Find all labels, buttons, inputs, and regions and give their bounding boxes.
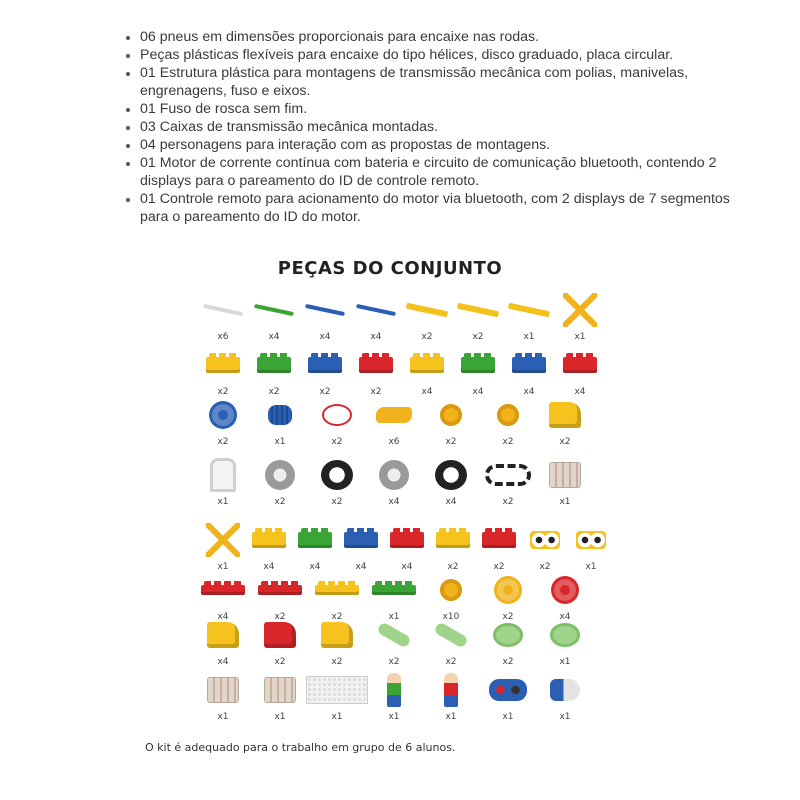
axle-icon [356,304,396,316]
brick-icon [436,532,470,548]
wheel-rim-icon [379,460,409,490]
part-quantity: x2 [331,612,343,622]
part-cell [426,670,476,730]
part-quantity: x4 [355,562,367,572]
part-cell [369,455,419,515]
part-quantity: x1 [559,497,571,507]
brick-icon [257,357,291,373]
part-quantity: x1 [502,712,514,722]
part-cell [255,670,305,730]
part-quantity: x1 [574,332,586,342]
gearbox-icon [549,462,581,488]
slope-brick-icon [207,622,239,648]
part-quantity: x2 [388,657,400,667]
bullet-item: • 01 Controle remoto para acionamento do motor via bluetooth, com 2 displays de 7 segmentos para o pareamento do ID do motor. [140,190,760,226]
figure-icon [387,673,401,707]
parts-row [190,395,610,455]
bullet-list [120,28,760,226]
brick-icon [390,532,424,548]
part-cell [249,290,299,350]
part-cell [300,290,350,350]
part-quantity: x2 [274,497,286,507]
part-quantity: x1 [585,562,597,572]
part-quantity: x2 [539,562,551,572]
parts-poster [150,250,650,750]
part-cell [351,290,401,350]
frame-icon [210,458,236,492]
brick-icon [359,357,393,373]
part-cell [312,395,362,455]
plate-icon [201,585,245,595]
part-quantity: x1 [559,712,571,722]
part-cell [255,455,305,515]
part-cell [540,395,590,455]
gearbox-icon [207,677,239,703]
gear-icon [551,576,579,604]
part-quantity: x2 [445,657,457,667]
brick-icon [252,532,286,548]
part-cell [255,395,305,455]
bullet-item: • 01 Estrutura plástica para montagens de transmissão mecânica com polias, manivelas, engrenagens, fuso e eixos. [140,64,760,100]
part-quantity: x2 [472,332,484,342]
bullet-item: • Peças plásticas flexíveis para encaixe do tipo hélices, disco graduado, placa circular. [140,46,760,64]
part-cell [369,395,419,455]
part-cell [369,670,419,730]
part-quantity: x6 [388,437,400,447]
parts-row [190,290,610,350]
part-quantity: x2 [331,497,343,507]
parts-row [190,455,610,515]
part-quantity: x1 [274,712,286,722]
crank-icon [376,407,412,423]
axle-icon [254,304,294,316]
link-icon [433,621,468,648]
gear-icon [494,576,522,604]
part-cell [198,455,248,515]
part-quantity: x1 [217,497,229,507]
part-quantity: x1 [217,562,229,572]
part-quantity: x4 [472,387,484,397]
brick-icon [410,357,444,373]
part-quantity: x2 [447,562,459,572]
link-icon [376,621,411,648]
parts-row [190,615,610,675]
part-quantity: x2 [502,657,514,667]
part-quantity: x4 [309,562,321,572]
wheel-rim-icon [265,460,295,490]
part-quantity: x2 [502,437,514,447]
part-cell [540,670,590,730]
part-cell [198,395,248,455]
part-quantity: x2 [319,387,331,397]
cross-beam-icon [206,523,240,557]
part-quantity: x1 [274,437,286,447]
axle-icon [203,304,243,316]
part-cell [483,670,533,730]
bullet-item: • 06 pneus em dimensões proporcionais para encaixe nas rodas. [140,28,760,46]
beam-icon [508,303,550,318]
part-cell [198,615,248,675]
track-icon [485,464,531,486]
part-quantity: x2 [217,437,229,447]
brick-icon [563,357,597,373]
part-quantity: x4 [445,497,457,507]
disc-icon [550,623,580,647]
poster-title: PEÇAS DO CONJUNTO [277,258,503,279]
part-cell [453,290,503,350]
part-quantity: x4 [559,612,571,622]
part-cell [483,395,533,455]
part-cell [402,290,452,350]
gear-icon [209,401,237,429]
brick-icon [512,357,546,373]
part-quantity: x2 [274,657,286,667]
part-quantity: x2 [274,612,286,622]
figure-icon [444,673,458,707]
axle-icon [305,304,345,316]
part-quantity: x1 [445,712,457,722]
brick-icon [344,532,378,548]
part-quantity: x4 [370,332,382,342]
part-cell [198,670,248,730]
part-quantity: x4 [421,387,433,397]
worm-screw-icon [268,405,292,425]
part-cell [426,395,476,455]
block-icon [549,402,581,428]
plate-icon [258,585,302,595]
part-cell [483,455,533,515]
part-cell [504,290,554,350]
part-quantity: x6 [217,332,229,342]
part-quantity: x2 [331,657,343,667]
part-quantity: x2 [445,437,457,447]
part-quantity: x1 [331,712,343,722]
tire-icon [435,460,467,490]
part-quantity: x1 [388,612,400,622]
part-quantity: x4 [388,497,400,507]
part-quantity: x4 [319,332,331,342]
pulley-icon [440,579,462,601]
part-cell [483,615,533,675]
baseplate-icon [306,676,368,704]
brick-icon [298,532,332,548]
part-quantity: x2 [502,612,514,622]
remote-control-icon [489,679,527,701]
part-cell [198,290,248,350]
part-quantity: x2 [217,387,229,397]
cross-beam-icon [563,293,597,327]
part-cell [312,670,362,730]
part-quantity: x1 [523,332,535,342]
brick-icon [461,357,495,373]
pulley-icon [497,404,519,426]
part-quantity: x2 [421,332,433,342]
rubber-band-icon [322,404,352,426]
bullet-item: • 04 personagens para interação com as propostas de montagens. [140,136,760,154]
motor-icon [550,679,580,701]
eyes-brick-icon [530,531,560,549]
part-quantity: x4 [401,562,413,572]
part-quantity: x4 [574,387,586,397]
part-quantity: x4 [263,562,275,572]
bullet-item: • 03 Caixas de transmissão mecânica montadas. [140,118,760,136]
part-quantity: x2 [493,562,505,572]
part-cell [540,455,590,515]
disc-icon [493,623,523,647]
pulley-icon [440,404,462,426]
part-quantity: x2 [370,387,382,397]
part-quantity: x1 [559,657,571,667]
beam-icon [406,303,448,318]
part-cell [555,290,605,350]
slope-brick-icon [321,622,353,648]
eyes-brick-icon [576,531,606,549]
footer-note: O kit é adequado para o trabalho em grupo de 6 alunos. [145,741,456,754]
beam-icon [457,303,499,318]
plate-icon [315,585,359,595]
part-quantity: x4 [523,387,535,397]
part-quantity: x4 [217,612,229,622]
part-cell [255,615,305,675]
part-cell [369,615,419,675]
part-cell [426,455,476,515]
plate-icon [372,585,416,595]
brick-icon [206,357,240,373]
part-cell [312,455,362,515]
slope-brick-icon [264,622,296,648]
part-quantity: x1 [388,712,400,722]
tire-icon [321,460,353,490]
part-quantity: x2 [268,387,280,397]
part-quantity: x2 [559,437,571,447]
bullet-item: • 01 Motor de corrente contínua com bateria e circuito de comunicação bluetooth, contendo 2 displays para o pareamento do ID de controle remoto. [140,154,760,190]
gearbox-icon [264,677,296,703]
part-quantity: x10 [442,612,460,622]
parts-row [190,670,610,730]
part-cell [426,615,476,675]
part-quantity: x2 [502,497,514,507]
part-cell [312,615,362,675]
bullet-item: • 01 Fuso de rosca sem fim. [140,100,760,118]
brick-icon [308,357,342,373]
part-cell [540,615,590,675]
part-quantity: x4 [217,657,229,667]
part-quantity: x2 [331,437,343,447]
part-quantity: x4 [268,332,280,342]
part-quantity: x1 [217,712,229,722]
brick-icon [482,532,516,548]
